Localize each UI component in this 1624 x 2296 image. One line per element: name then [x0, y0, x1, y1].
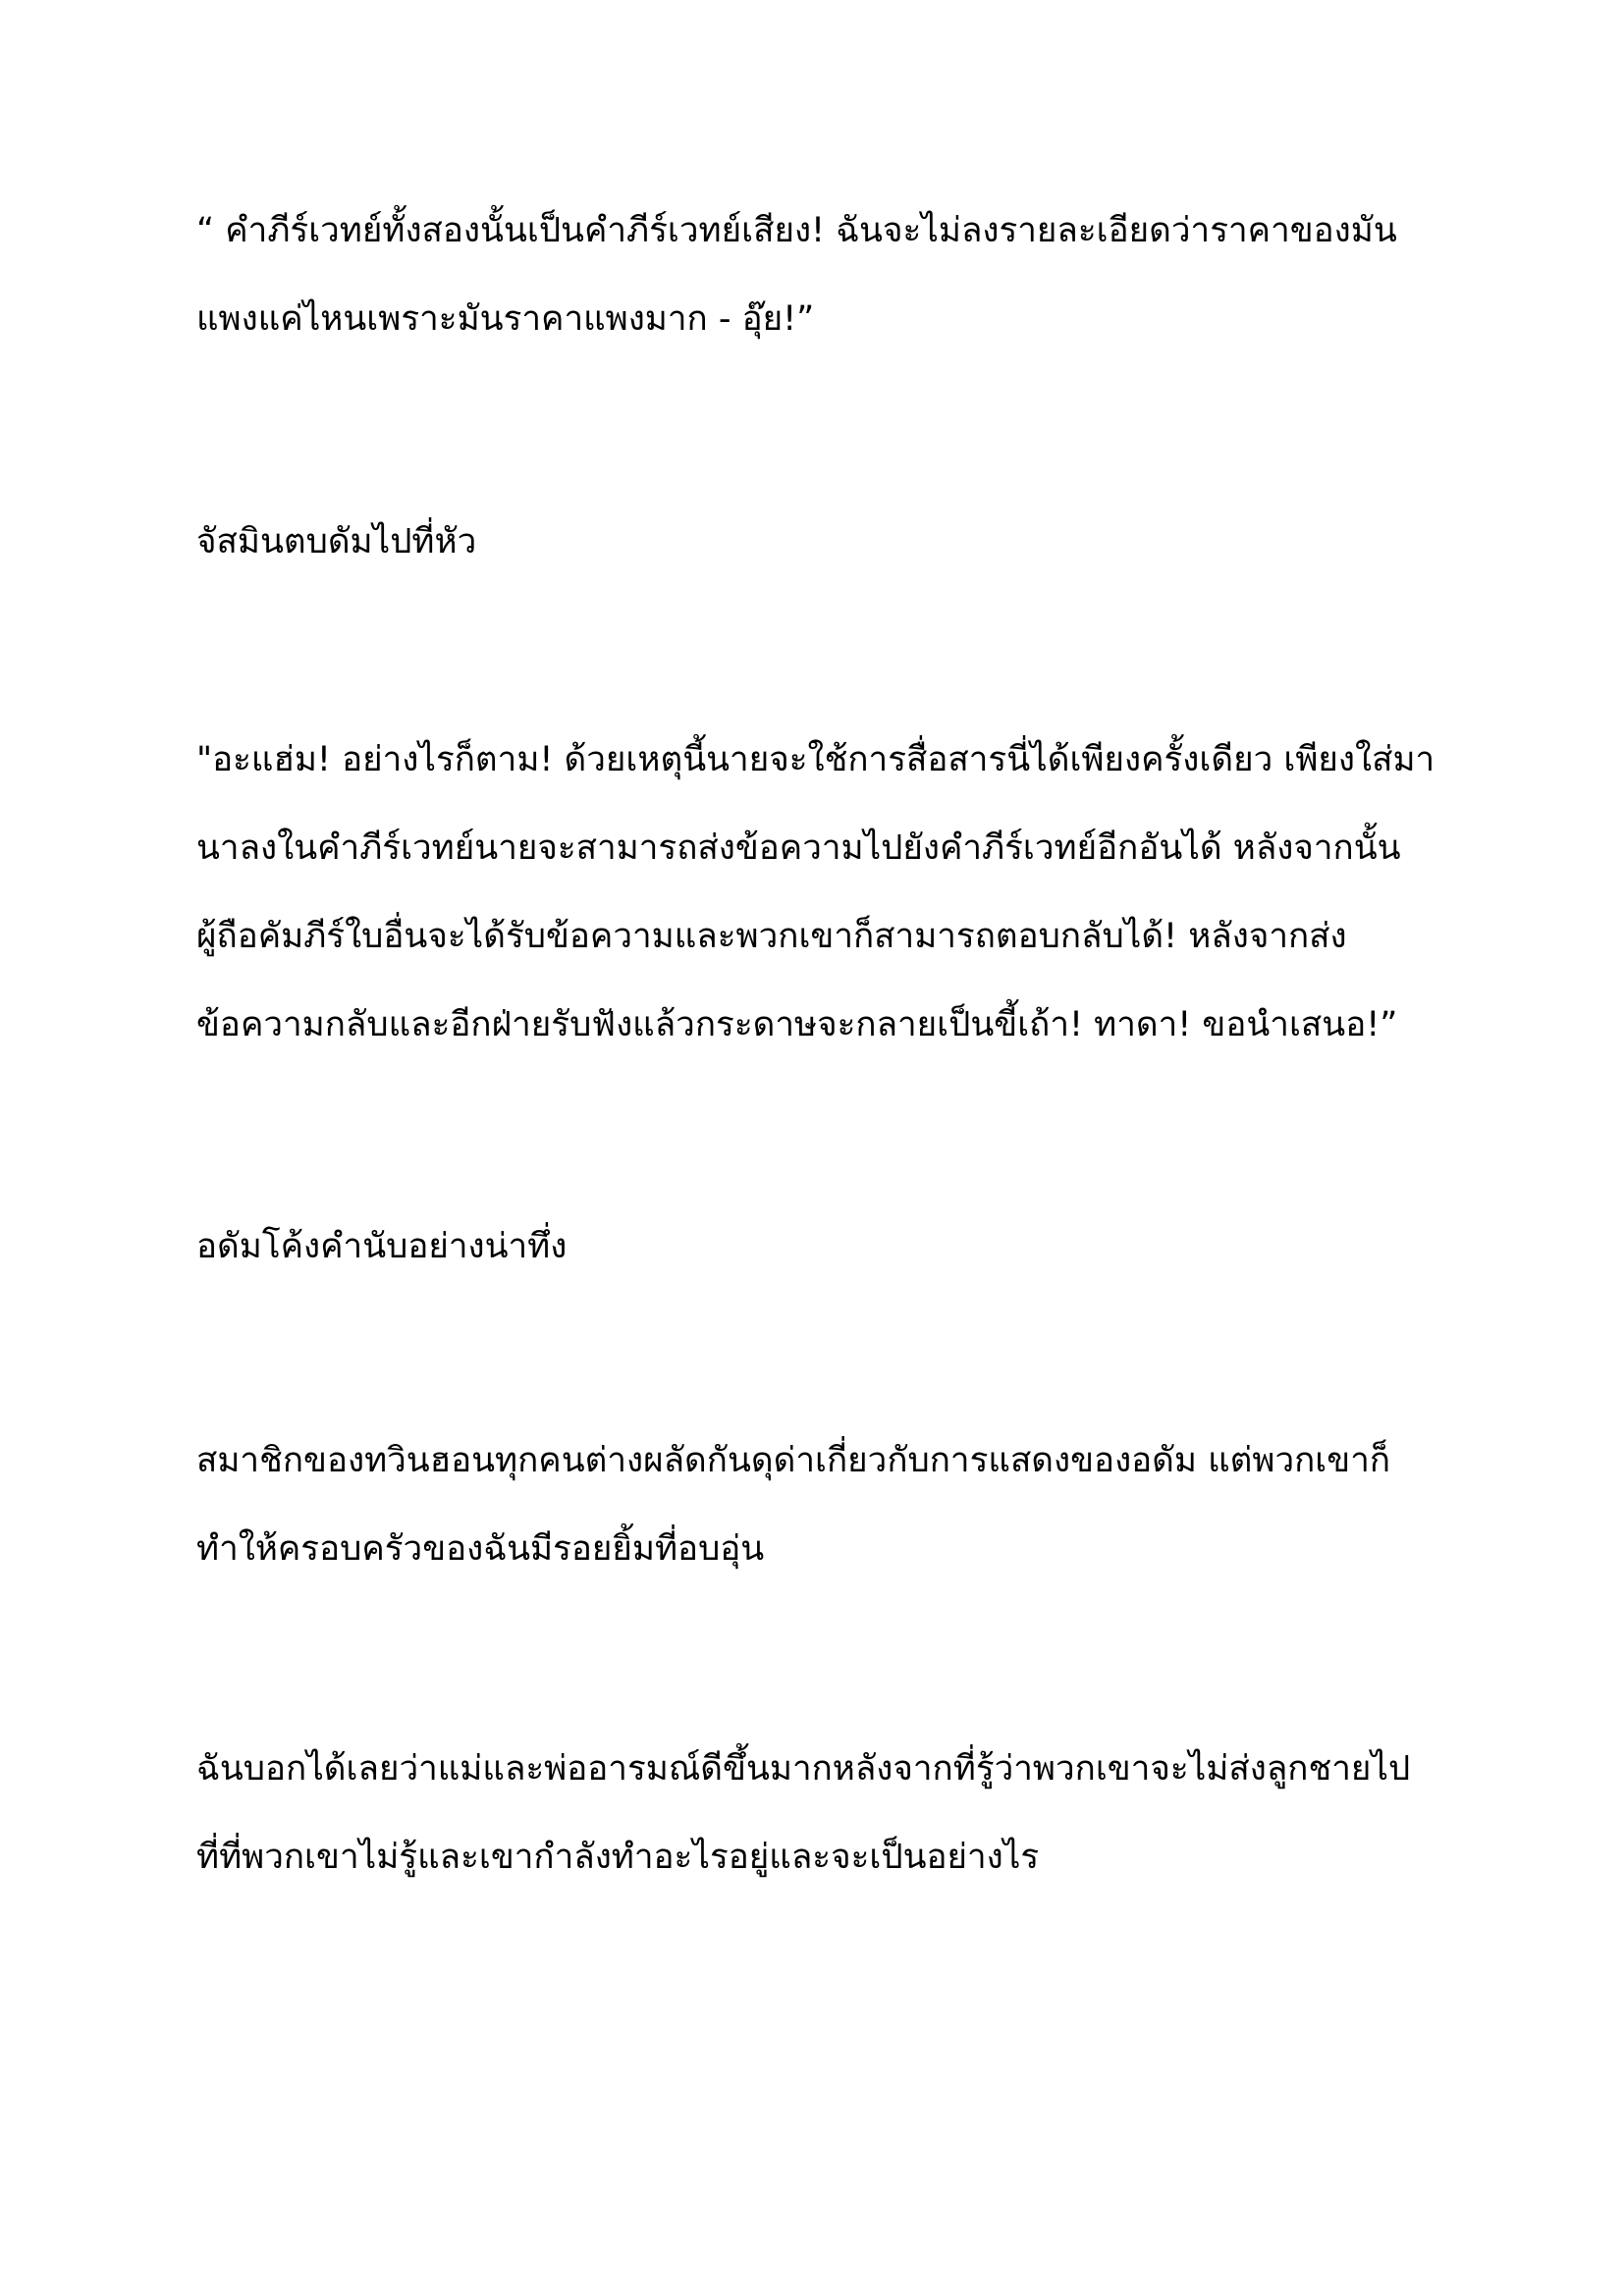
- paragraph-line: ฉันบอกได้เลยว่าแม่และพ่ออารมณ์ดีขึ้นมากหลังจากที่รู้ว่าพวกเขาจะไม่ส่งลูกชายไป: [196, 1749, 1411, 1789]
- paragraph-line: ที่ที่พวกเขาไม่รู้และเขากำลังทำอะไรอยู่และจะเป็นอย่างไร: [196, 1838, 1040, 1877]
- paragraph-line: ข้อความกลับและอีกฝ่ายรับฟังแล้วกระดาษจะกลายเป็นขี้เถ้า! ทาดา! ขอนำเสนอ!”: [196, 1005, 1398, 1044]
- paragraph-line: นาลงในคำภีร์เวทย์นายจะสามารถส่งข้อความไปยังคำภีร์เวทย์อีกอันได้ หลังจากนั้น: [196, 828, 1401, 868]
- paragraph-line: อดัมโค้งคำนับอย่างน่าทึ่ง: [196, 1227, 568, 1266]
- paragraph-line: ทำให้ครอบครัวของฉันมีรอยยิ้มที่อบอุ่น: [196, 1529, 765, 1569]
- paragraph-line: ผู้ถือคัมภีร์ใบอื่นจะได้รับข้อความและพวกเขาก็สามารถตอบกลับได้! หลังจากส่ง: [196, 917, 1347, 956]
- paragraph-line: “ คำภีร์เวทย์ทั้งสองนั้นเป็นคำภีร์เวทย์เสียง! ฉันจะไม่ลงรายละเอียดว่าราคาของมัน: [196, 211, 1397, 250]
- paragraph-line: แพงแค่ไหนเพราะมันราคาแพงมาก - อุ๊ย!”: [196, 299, 815, 339]
- paragraph-line: สมาชิกของทวินฮอนทุกคนต่างผลัดกันดุด่าเกี่ยวกับการแสดงของอดัม แต่พวกเขาก็: [196, 1441, 1391, 1480]
- paragraph-line: จัสมินตบดัมไปที่หัว: [196, 522, 477, 561]
- paragraph-line: "อะแฮ่ม! อย่างไรก็ตาม! ด้วยเหตุนี้นายจะใช้การสื่อสารนี่ได้เพียงครั้งเดียว เพียงใส่มา: [196, 740, 1435, 779]
